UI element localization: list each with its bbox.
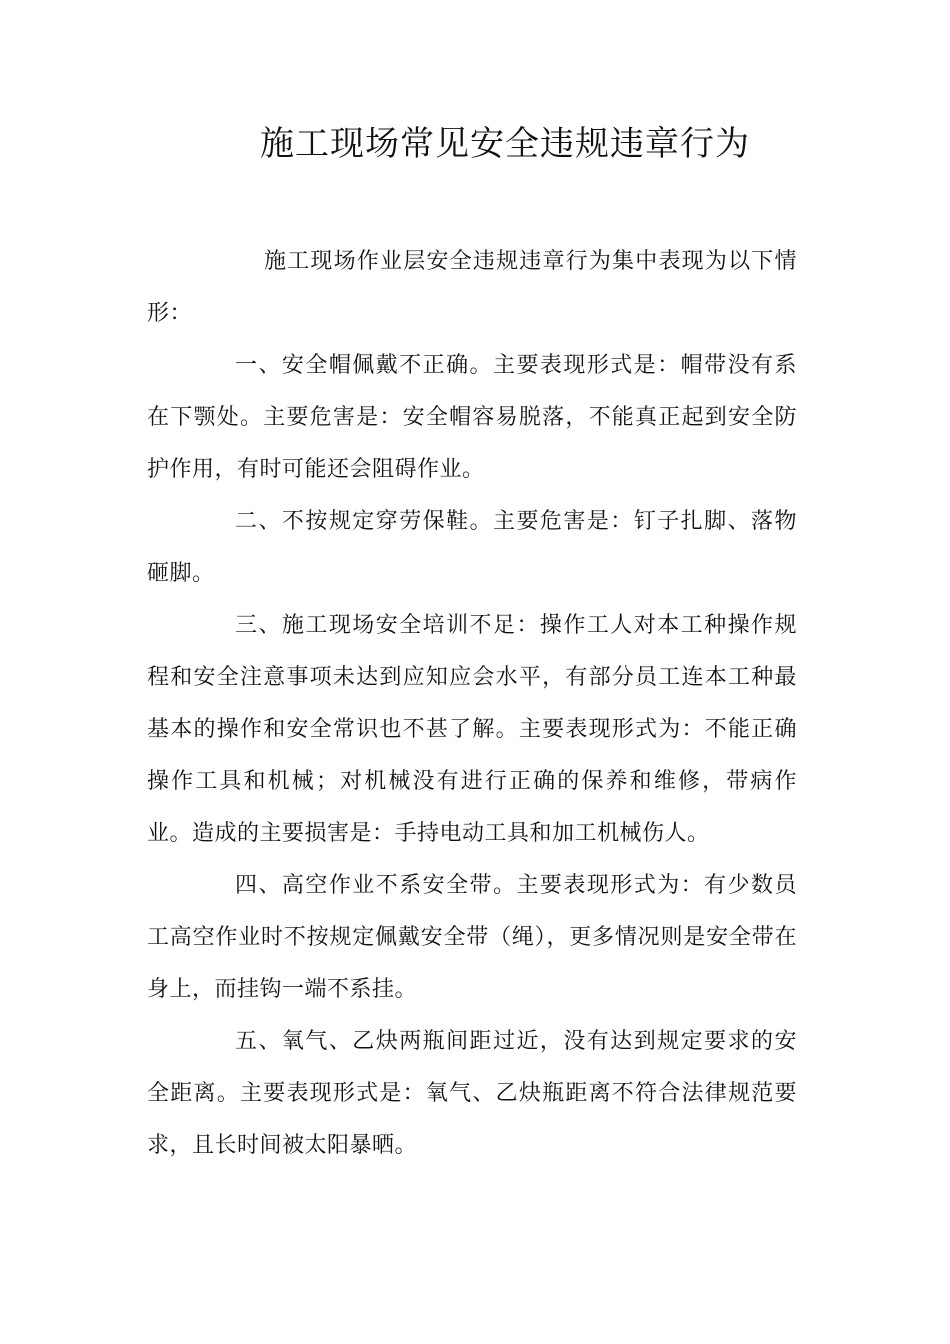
intro-paragraph: 施工现场作业层安全违规违章行为集中表现为以下情形： [147,249,797,326]
paragraph-safety-belt: 四、高空作业不系安全带。主要表现形式为：有少数员工高空作业时不按规定佩戴安全带（绳），更多情况则是安全带在身上，而挂钩一端不系挂。 [147,873,797,1002]
document-title: 施工现场常见安全违规违章行为 [260,124,750,164]
document-body [147,236,797,1172]
paragraph-training: 三、施工现场安全培训不足：操作工人对本工种操作规程和安全注意事项未达到应知应会水平，有部分员工连本工种最基本的操作和安全常识也不甚了解。主要表现形式为：不能正确操作工具和机械；对机械没有进行正确的保养和维修，带病作业。造成的主要损害是：手持电动工具和加工机械伤人。 [147,613,797,846]
paragraph-helmet: 一、安全帽佩戴不正确。主要表现形式是：帽带没有系在下颚处。主要危害是：安全帽容易脱落，不能真正起到安全防护作用，有时可能还会阻碍作业。 [147,353,797,482]
paragraph-gas-cylinders: 五、氧气、乙炔两瓶间距过近，没有达到规定要求的安全距离。主要表现形式是：氧气、乙炔瓶距离不符合法律规范要求，且长时间被太阳暴晒。 [147,1029,797,1158]
paragraph-safety-shoes: 二、不按规定穿劳保鞋。主要危害是：钉子扎脚、落物砸脚。 [147,509,797,586]
